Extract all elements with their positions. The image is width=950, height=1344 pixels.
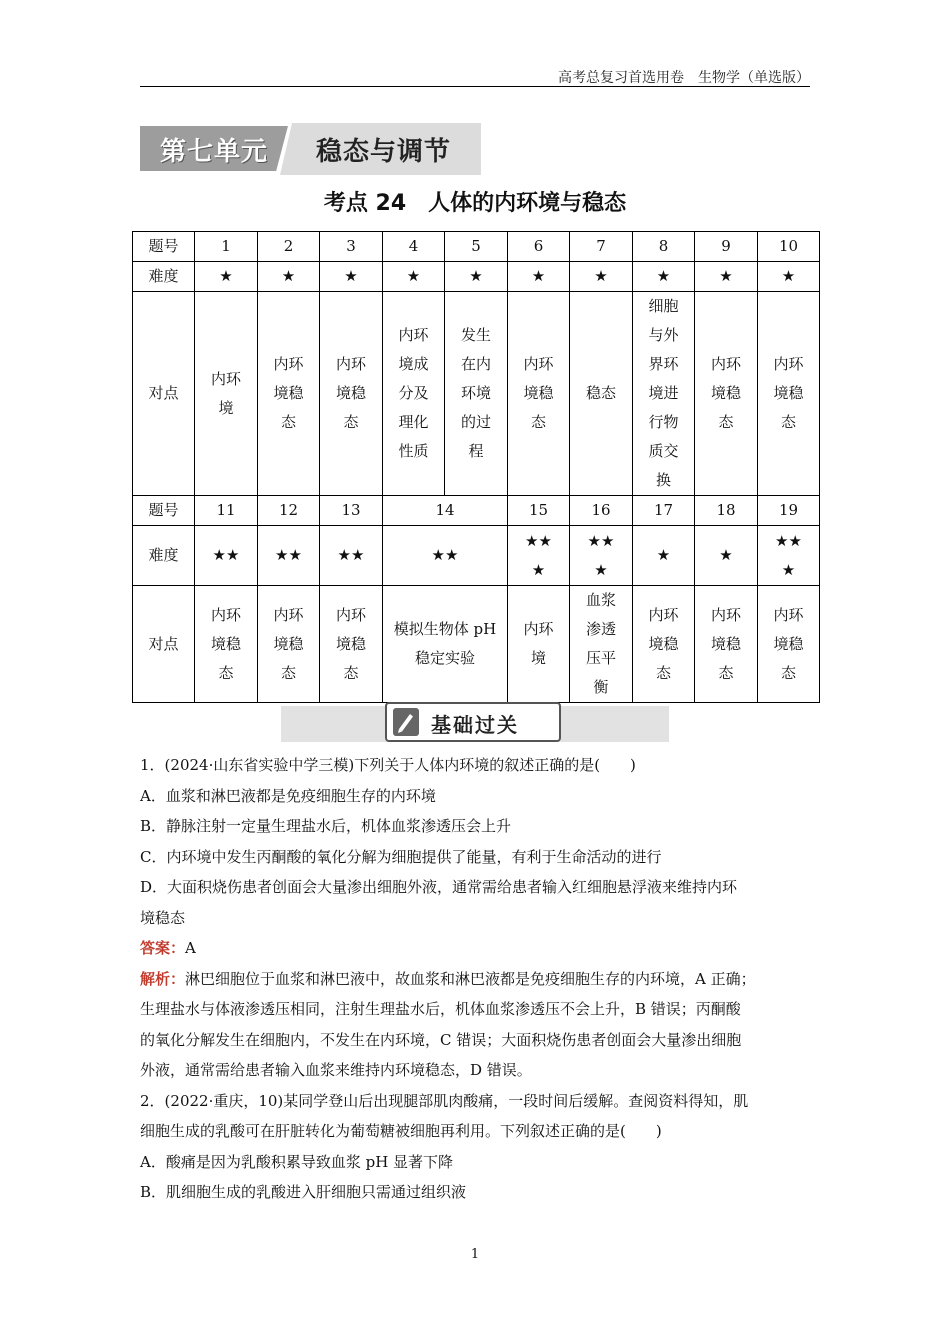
cell-line: 性质	[398, 442, 429, 460]
cell-line: 与外	[648, 326, 679, 344]
difficulty-stars: ★	[633, 262, 695, 292]
question-number: 2	[258, 232, 320, 262]
cell-line: ★★	[525, 531, 552, 550]
difficulty-stars: ★	[320, 262, 383, 292]
cell-line: ★	[656, 546, 671, 564]
answer-value: A	[185, 939, 196, 957]
cell-line: 态	[780, 413, 796, 431]
q1-option-b: B．静脉注射一定量生理盐水后，机体血浆渗透压会上升	[140, 817, 512, 835]
row-label-number: 题号	[133, 232, 195, 262]
section-label: 基础过关	[431, 713, 519, 737]
cell-line: ★	[781, 560, 796, 579]
question-number: 10	[758, 232, 820, 262]
cell-line: 模拟生物体 pH	[393, 620, 497, 638]
topic-cell	[195, 586, 258, 703]
question-number: 12	[258, 496, 320, 526]
cell-line: 内环	[398, 326, 429, 344]
question-number: 5	[445, 232, 508, 262]
q2-option-b: B．肌细胞生成的乳酸进入肝细胞只需通过组织液	[140, 1183, 467, 1201]
cell-line: 态	[530, 413, 546, 431]
cell-line: 态	[280, 663, 296, 682]
cell-line: 内环	[335, 355, 366, 373]
topic-cell	[508, 586, 570, 703]
difficulty-stars: ★	[383, 262, 445, 292]
q1-analysis-line-1	[140, 964, 812, 995]
section-banner	[281, 706, 669, 742]
cell-line: 态	[718, 413, 734, 431]
cell-line: 内环	[273, 355, 304, 373]
q1-analysis-line-3: 的氧化分解发生在细胞内，不发生在内环境，C 错误；大面积烧伤患者创面会大量渗出细胞	[140, 1030, 742, 1049]
cell-line: ★★	[337, 546, 365, 564]
question-number: 17	[633, 496, 695, 526]
answer-label: 答案：	[140, 939, 186, 957]
cell-line: 界环	[648, 355, 679, 373]
cell-line: 境	[218, 398, 234, 417]
cell-line: 稳定实验	[414, 649, 475, 667]
cell-line: ★★	[587, 531, 615, 550]
question-number: 19	[758, 496, 820, 526]
cell-line: 境稳	[273, 384, 304, 402]
question-number: 15	[508, 496, 570, 526]
topic-cell	[758, 292, 820, 496]
cell-line: 境进	[648, 384, 679, 402]
unit-banner	[140, 123, 481, 175]
question-matrix-table	[132, 231, 820, 703]
cell-line: 境成	[398, 355, 429, 373]
difficulty-stars	[758, 526, 820, 586]
cell-line: 的过	[460, 413, 491, 431]
cell-line: 细胞	[648, 297, 679, 315]
cell-line: 内环	[273, 605, 304, 624]
question-number: 14	[383, 496, 508, 526]
cell-line: 内环	[523, 355, 554, 373]
cell-line: 衡	[593, 678, 609, 696]
cell-line: 境稳	[773, 634, 804, 653]
cell-line: 质交	[648, 442, 679, 460]
topic-cell	[633, 292, 695, 496]
question-number: 7	[570, 232, 633, 262]
question-number: 16	[570, 496, 633, 526]
difficulty-stars	[508, 526, 570, 586]
cell-line: 环境	[460, 384, 491, 402]
cell-line: 内环	[210, 369, 241, 388]
difficulty-stars	[695, 526, 758, 586]
topic-cell	[570, 586, 633, 703]
unit-label: 第七单元	[160, 137, 269, 167]
cell-line: 态	[343, 663, 359, 682]
header-rule	[140, 86, 810, 87]
topic-cell	[320, 292, 383, 496]
topic-cell	[695, 586, 758, 703]
topic-cell	[695, 292, 758, 496]
cell-line: 境稳	[210, 634, 241, 653]
cell-line: 境稳	[335, 634, 366, 653]
difficulty-stars: ★	[195, 262, 258, 292]
question-number: 9	[695, 232, 758, 262]
analysis-label: 解析：	[140, 969, 186, 988]
question-number: 1	[195, 232, 258, 262]
topic-cell	[445, 292, 508, 496]
difficulty-stars	[383, 526, 508, 586]
question-number: 3	[320, 232, 383, 262]
q1-analysis-line-2: 生理盐水与体液渗透压相同，注射生理盐水后，机体血浆渗透压不会上升，B 错误；丙酮酸	[140, 1000, 741, 1018]
cell-line: 境稳	[523, 384, 554, 402]
cell-line: 压平	[585, 649, 616, 667]
cell-line: 内环	[710, 355, 741, 373]
cell-line: ★	[531, 560, 546, 579]
cell-line: ★★	[212, 546, 240, 564]
q1-option-d: D．大面积烧伤患者创面会大量渗出细胞外液，通常需给患者输入红细胞悬浮液来维持内环	[140, 878, 738, 896]
cell-line: 态	[780, 663, 796, 682]
cell-line: 态	[655, 663, 671, 682]
topic-cell	[383, 586, 508, 703]
q1-option-a: A．血浆和淋巴液都是免疫细胞生存的内环境	[140, 786, 436, 805]
cell-line: 理化	[398, 413, 429, 431]
running-header: 高考总复习首选用卷 生物学（单选版）	[558, 70, 810, 86]
difficulty-stars	[570, 526, 633, 586]
topic-cell	[195, 292, 258, 496]
q2-stem-line-2: 细胞生成的乳酸可在肝脏转化为葡萄糖被细胞再利用。下列叙述正确的是( )	[140, 1122, 662, 1140]
q1-stem: 1．(2024·山东省实验中学三模)下列关于人体内环境的叙述正确的是( )	[140, 756, 636, 774]
topic-cell	[570, 292, 633, 496]
row-label-number: 题号	[133, 496, 195, 526]
topic-cell	[758, 586, 820, 703]
topic-cell	[383, 292, 445, 496]
q1-analysis-line-4: 外液，通常需给患者输入血浆来维持内环境稳态，D 错误。	[140, 1061, 532, 1079]
difficulty-stars	[258, 526, 320, 586]
q1-answer	[140, 933, 812, 964]
question-content	[140, 750, 812, 1208]
cell-line: 分及	[398, 384, 429, 402]
cell-line: 内环	[210, 605, 241, 624]
difficulty-stars	[320, 526, 383, 586]
cell-line: 渗透	[585, 620, 616, 638]
cell-line: ★★	[431, 546, 459, 564]
difficulty-stars: ★	[445, 262, 508, 292]
cell-line: 境	[530, 649, 546, 667]
difficulty-stars: ★	[695, 262, 758, 292]
unit-title: 稳态与调节	[316, 137, 452, 167]
row-label-topic: 对点	[133, 586, 195, 703]
question-number: 6	[508, 232, 570, 262]
q2-option-a: A．酸痛是因为乳酸积累导致血浆 pH 显著下降	[140, 1152, 454, 1171]
cell-line: 境稳	[273, 634, 304, 653]
topic-cell	[258, 586, 320, 703]
difficulty-stars: ★	[258, 262, 320, 292]
cell-line: 境稳	[710, 384, 741, 402]
question-number: 13	[320, 496, 383, 526]
row-label-topic: 对点	[133, 292, 195, 496]
cell-line: ★	[719, 546, 733, 564]
q2-stem-line-1: 2．(2022·重庆，10)某同学登山后出现腿部肌肉酸痛，一段时间后缓解。查阅资料得知，肌	[140, 1091, 749, 1110]
cell-line: 内环	[710, 605, 741, 624]
row-label-difficulty: 难度	[133, 262, 195, 292]
cell-line: 发生	[460, 326, 491, 344]
page-number: 1	[470, 1247, 480, 1262]
cell-line: 境稳	[773, 384, 804, 402]
cell-line: 态	[718, 663, 734, 682]
cell-line: 程	[468, 442, 484, 460]
cell-line: 内环	[523, 620, 554, 638]
cell-line: 境稳	[335, 384, 366, 402]
cell-line: 行物	[648, 413, 679, 431]
pencil-icon	[393, 708, 419, 736]
section-badge	[385, 702, 561, 742]
topic-cell	[320, 586, 383, 703]
cell-line: ★★	[275, 546, 302, 564]
topic-cell	[258, 292, 320, 496]
analysis-text-1: 淋巴细胞位于血浆和淋巴液中，故血浆和淋巴液都是免疫细胞生存的内环境，A 正确；	[185, 969, 756, 988]
difficulty-stars	[633, 526, 695, 586]
difficulty-stars: ★	[508, 262, 570, 292]
exam-point-title: 考点 24 人体的内环境与稳态	[323, 191, 627, 216]
cell-line: 内环	[773, 605, 804, 624]
cell-line: 内环	[335, 605, 366, 624]
cell-line: 内环	[773, 355, 804, 373]
cell-line: 稳态	[585, 384, 616, 402]
row-label-difficulty: 难度	[133, 526, 195, 586]
difficulty-stars: ★	[570, 262, 633, 292]
topic-cell	[508, 292, 570, 496]
cell-line: 换	[655, 471, 671, 489]
question-number: 11	[195, 496, 258, 526]
cell-line: 内环	[648, 605, 679, 624]
cell-line: ★	[594, 560, 608, 579]
difficulty-stars	[195, 526, 258, 586]
question-number: 18	[695, 496, 758, 526]
q1-option-d-cont: 境稳态	[140, 908, 186, 927]
question-number: 4	[383, 232, 445, 262]
cell-line: 态	[280, 413, 296, 431]
question-number: 8	[633, 232, 695, 262]
topic-cell	[633, 586, 695, 703]
cell-line: 态	[218, 663, 234, 682]
cell-line: 境稳	[710, 634, 741, 653]
cell-line: 在内	[460, 355, 491, 373]
cell-line: ★★	[775, 531, 802, 550]
cell-line: 境稳	[648, 634, 679, 653]
difficulty-stars: ★	[758, 262, 820, 292]
cell-line: 态	[343, 413, 359, 431]
q1-option-c: C．内环境中发生丙酮酸的氧化分解为细胞提供了能量，有利于生命活动的进行	[140, 847, 662, 866]
cell-line: 血浆	[585, 591, 616, 609]
